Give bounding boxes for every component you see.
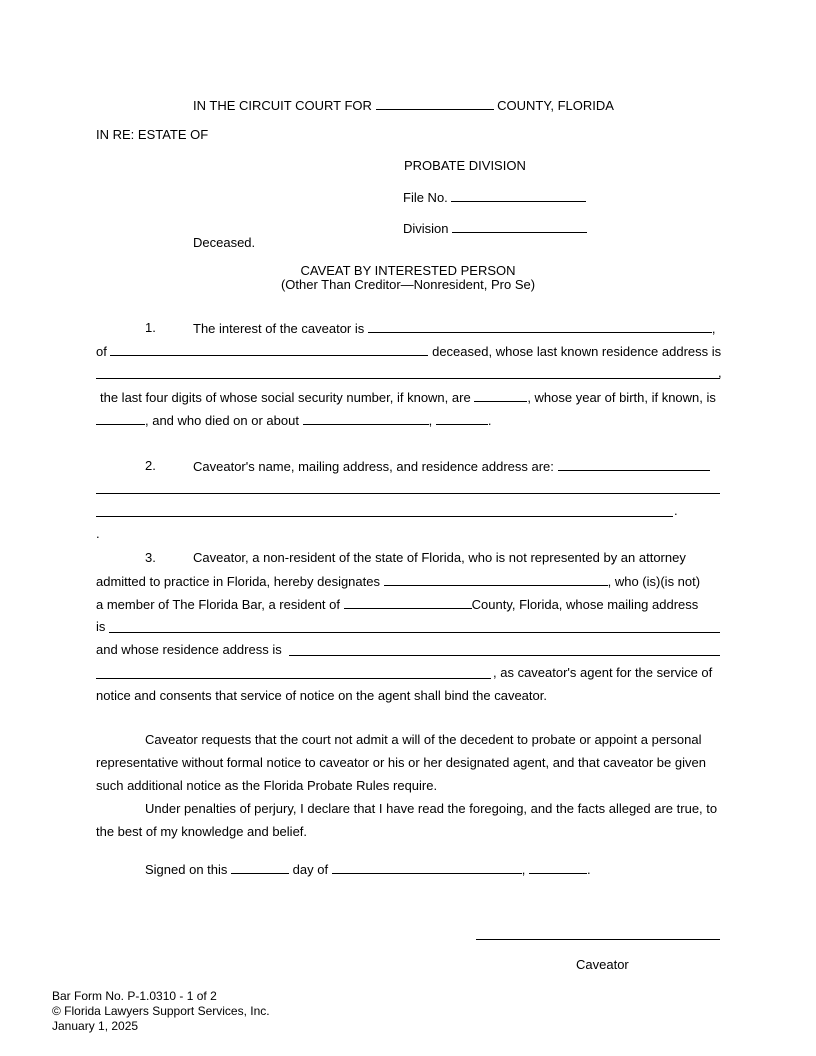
para3-line1: Caveator, a non-resident of the state of Florida, who is not represented by an attorney	[193, 550, 686, 565]
para3-line4: is	[96, 619, 106, 634]
para1-text-b: deceased, whose last known residence address is	[432, 344, 722, 359]
para1-text-c1: the last four digits of whose social security number, if known, are	[100, 390, 471, 405]
signed-text-a: Signed on this	[145, 862, 228, 877]
para1-text-a: The interest of the caveator is	[193, 321, 365, 336]
division	[403, 220, 587, 237]
agent-county-blank[interactable]	[344, 596, 472, 609]
para1-text-c2: , whose year of birth, if known, is	[527, 390, 716, 405]
signed-line	[145, 861, 591, 878]
para3-line7: notice and consents that service of notice on the agent shall bind the caveator.	[96, 688, 547, 703]
para1-text-d1: , and who died on or about	[145, 413, 299, 428]
para2-line1	[193, 458, 710, 475]
para3-text-c1: a member of The Florida Bar, a resident of	[96, 597, 340, 612]
para1-text-d2: ,	[428, 413, 433, 428]
ssn-blank[interactable]	[474, 389, 527, 402]
signature-line[interactable]	[476, 939, 720, 940]
signed-month-blank[interactable]	[332, 861, 522, 874]
caveator-info-line3[interactable]	[96, 516, 673, 517]
signature-label: Caveator	[576, 957, 629, 972]
agent-residence-address-line2[interactable]	[96, 678, 491, 679]
birth-year-blank[interactable]	[96, 412, 145, 425]
para1-number: 1.	[145, 320, 156, 335]
agent-mailing-address-blank[interactable]	[109, 632, 720, 633]
form-title: CAVEAT BY INTERESTED PERSON	[300, 263, 516, 278]
division-blank[interactable]	[452, 220, 587, 233]
division-label: Division	[403, 221, 449, 236]
deceased-label: Deceased.	[193, 235, 256, 250]
agent-name-blank[interactable]	[384, 573, 608, 586]
county-blank[interactable]	[376, 97, 494, 110]
para1-line1	[193, 320, 716, 337]
signed-day-blank[interactable]	[231, 861, 289, 874]
perjury-line1: Under penalties of perjury, I declare that I have read the foregoing, and the facts alleged are true, to	[145, 801, 718, 816]
court-suffix: COUNTY, FLORIDA	[497, 98, 614, 113]
decedent-name-blank[interactable]	[110, 343, 428, 356]
file-no	[403, 189, 586, 206]
request-line1: Caveator requests that the court not admit a will of the decedent to probate or appoint a personal	[145, 732, 702, 747]
para3-text-c2: County, Florida, whose mailing address	[471, 597, 699, 612]
agent-residence-address-blank[interactable]	[289, 655, 720, 656]
para1-comma: ,	[711, 321, 716, 336]
para1-line4	[100, 389, 716, 406]
court-prefix: IN THE CIRCUIT COURT FOR	[193, 98, 372, 113]
para1-of: of	[96, 344, 107, 359]
para2-text-a: Caveator's name, mailing address, and residence address are:	[193, 459, 554, 474]
request-line3: such additional notice as the Florida Probate Rules require.	[96, 778, 438, 793]
para1-comma2: ,	[718, 365, 722, 380]
file-no-label: File No.	[403, 190, 448, 205]
death-year-blank[interactable]	[436, 412, 488, 425]
request-line2: representative without formal notice to caveator or his or her designated agent, and that caveator be given	[96, 755, 706, 770]
perjury-line2: the best of my knowledge and belief.	[96, 824, 308, 839]
caveator-info-line2[interactable]	[96, 493, 720, 494]
probate-division: PROBATE DIVISION	[404, 158, 526, 173]
footer-form-number: Bar Form No. P-1.0310 - 1 of 2	[52, 989, 217, 1003]
court-heading	[193, 97, 614, 114]
signed-year-blank[interactable]	[529, 861, 587, 874]
residence-address-blank[interactable]	[96, 378, 720, 379]
file-no-blank[interactable]	[451, 189, 586, 202]
para3-line5: and whose residence address is	[96, 642, 282, 657]
footer-copyright: © Florida Lawyers Support Services, Inc.	[52, 1004, 270, 1018]
para3-number: 3.	[145, 550, 156, 565]
para3-line3	[96, 596, 698, 613]
in-re: IN RE: ESTATE OF	[96, 127, 209, 142]
para3-text-b1: admitted to practice in Florida, hereby designates	[96, 574, 380, 589]
stray-period: .	[96, 526, 100, 541]
para1-text-d3: .	[487, 413, 492, 428]
death-date-blank[interactable]	[303, 412, 429, 425]
interest-blank[interactable]	[368, 320, 712, 333]
para3-text-b2: , who (is)(is not)	[607, 574, 701, 589]
para1-line5	[96, 412, 491, 429]
para1-line2	[96, 343, 721, 360]
caveator-info-blank[interactable]	[558, 458, 710, 471]
signed-period: .	[586, 862, 591, 877]
para3-line6: , as caveator's agent for the service of	[493, 665, 713, 680]
para3-line2	[96, 573, 700, 590]
para2-period: .	[674, 503, 678, 518]
form-subtitle: (Other Than Creditor—Nonresident, Pro Se)	[280, 277, 536, 292]
signed-text-b: day of	[292, 862, 329, 877]
signed-comma: ,	[521, 862, 526, 877]
para2-number: 2.	[145, 458, 156, 473]
footer-date: January 1, 2025	[52, 1019, 139, 1033]
